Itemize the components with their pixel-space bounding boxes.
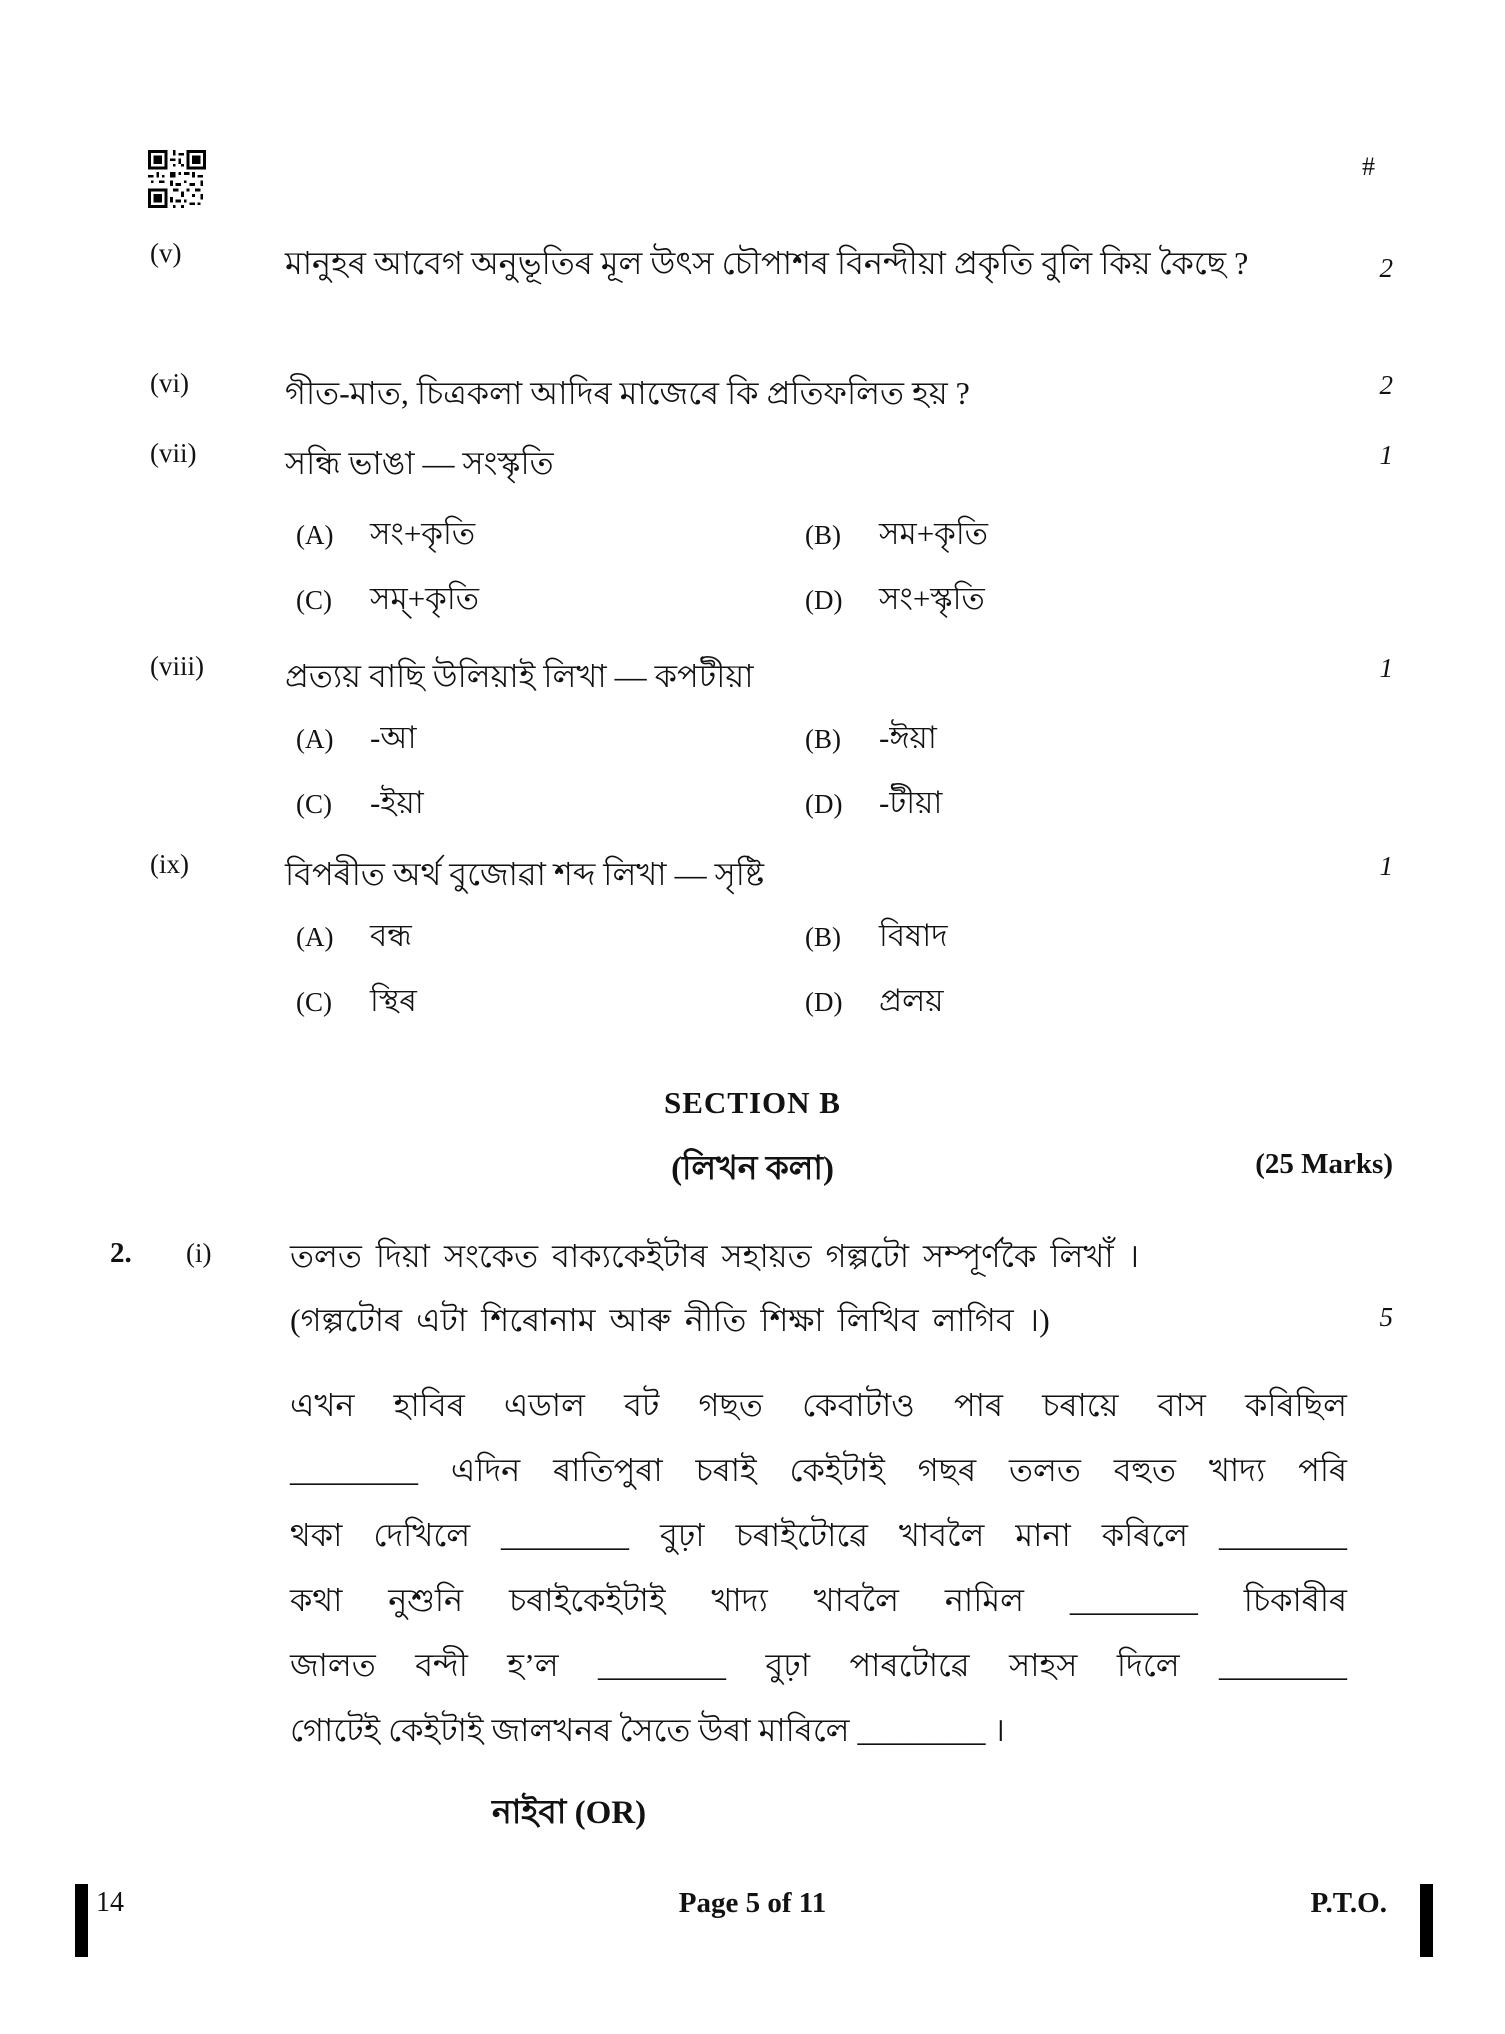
- option-c-text: স্থিৰ: [370, 983, 417, 1018]
- option-a-text: -আ: [370, 720, 417, 755]
- section-b-subtitle: (লিখন কলা): [671, 1151, 834, 1187]
- footer-page-number: Page 5 of 11: [678, 1887, 827, 1919]
- question-v-marks: 2: [1379, 253, 1393, 283]
- question-viii: [0, 645, 1505, 707]
- question-2-sub-label: (i): [186, 1238, 212, 1268]
- question-vi-label: (vi): [150, 368, 189, 398]
- question-vii-label: (vii): [150, 438, 197, 468]
- question-viii-options-row-1: [296, 714, 937, 766]
- question-2-instruction-1: তলত দিয়া সংকেত বাক্যকেইটাৰ সহায়ত গল্পটো সম্পূৰ্ণকৈ লিখাঁ ।: [290, 1238, 1140, 1274]
- story-line: গোটেই কেইটাই জালখনৰ সৈতে উৰা মাৰিলে ________ ।: [290, 1712, 1005, 1748]
- section-b-title: SECTION B: [664, 1085, 841, 1120]
- question-ix: [0, 843, 1505, 905]
- question-vii: [0, 432, 1505, 494]
- option-b-text: -ঈয়া: [879, 720, 937, 755]
- question-vii-options-row-2: [296, 575, 985, 627]
- question-2-instruction-2: (গল্পটোৰ এটা শিৰোনাম আৰু নীতি শিক্ষা লিখিব লাগিব ।): [290, 1302, 1050, 1338]
- story-line: ________ এদিন ৰাতিপুৰা চৰাই কেইটাই গছৰ তলত বহুত খাদ্য পৰি: [290, 1452, 1347, 1488]
- option-d-text: প্ৰলয়: [879, 983, 944, 1018]
- option-d-text: -টীয়া: [879, 785, 943, 820]
- question-vi: [0, 362, 1505, 424]
- footer-right-bar: [1420, 1884, 1433, 1957]
- question-vi-text: গীত-মাত, চিত্ৰকলা আদিৰ মাজেৰে কি প্ৰতিফলিত হয় ?: [285, 375, 970, 411]
- section-b-total-marks: (25 Marks): [1255, 1148, 1393, 1180]
- option-b-label: (B): [805, 724, 841, 754]
- question-ix-options-row-2: [296, 977, 944, 1029]
- qr-code-icon: [148, 150, 206, 208]
- option-c-text: সম্+কৃতি: [370, 581, 479, 616]
- story-line: কথা নুশুনি চৰাইকেইটাই খাদ্য খাবলৈ নামিল ________ চিকাৰীৰ: [290, 1582, 1347, 1618]
- hash-mark: #: [1362, 152, 1375, 181]
- option-c-label: (C): [296, 585, 332, 615]
- question-viii-options-row-2: [296, 779, 942, 831]
- question-vii-text: সন্ধি ভাঙা — সংস্কৃতি: [285, 445, 554, 481]
- option-d-label: (D): [805, 789, 843, 819]
- question-v-text: মানুহৰ আবেগ অনুভূতিৰ মূল উৎস চৌপাশৰ বিনন্দীয়া প্ৰকৃতি বুলি কিয় কৈছে ?: [285, 245, 1249, 281]
- option-a: [296, 912, 805, 964]
- option-d: [805, 779, 942, 831]
- option-c: [296, 779, 805, 831]
- option-d-text: সং+স্কৃতি: [879, 581, 985, 616]
- question-ix-text: বিপৰীত অৰ্থ বুজোৱা শব্দ লিখা — সৃষ্টি: [285, 856, 765, 892]
- option-a-label: (A): [296, 724, 334, 754]
- footer-pto-label: P.T.O.: [1310, 1887, 1387, 1919]
- question-vii-marks: 1: [1379, 440, 1393, 470]
- option-a-text: বন্ধ: [370, 918, 412, 953]
- option-b-label: (B): [805, 520, 841, 550]
- option-c: [296, 575, 805, 627]
- story-line: এখন হাবিৰ এডাল বট গছত কেবাটাও পাৰ চৰায়ে বাস কৰিছিল: [290, 1387, 1347, 1423]
- or-separator-label: নাইবা (OR): [492, 1795, 647, 1831]
- question-2-line-1: [0, 1232, 1505, 1280]
- question-v: [0, 232, 1505, 294]
- question-2-number: 2.: [110, 1237, 132, 1269]
- option-c-label: (C): [296, 789, 332, 819]
- option-b: [805, 510, 988, 562]
- option-b: [805, 912, 948, 964]
- option-c: [296, 977, 805, 1029]
- option-a-text: সং+কৃতি: [370, 516, 476, 551]
- option-d: [805, 977, 944, 1029]
- option-a-label: (A): [296, 520, 334, 550]
- option-a: [296, 714, 805, 766]
- question-vi-marks: 2: [1379, 370, 1393, 400]
- story-line: থকা দেখিলে ________ বুঢ়া চৰাইটোৱে খাবলৈ মানা কৰিলে ________: [290, 1517, 1347, 1553]
- option-a: [296, 510, 805, 562]
- question-viii-text: প্ৰত্যয় বাছি উলিয়াই লিখা — কপটীয়া: [285, 658, 754, 694]
- option-d: [805, 575, 985, 627]
- question-v-label: (v): [150, 238, 182, 268]
- option-d-label: (D): [805, 987, 843, 1017]
- question-vii-options-row-1: [296, 510, 988, 562]
- question-ix-options-row-1: [296, 912, 948, 964]
- option-d-label: (D): [805, 585, 843, 615]
- question-viii-marks: 1: [1379, 653, 1393, 683]
- option-b-text: বিষাদ: [879, 918, 948, 953]
- option-b-label: (B): [805, 922, 841, 952]
- question-viii-label: (viii): [150, 651, 204, 681]
- question-2-marks: 5: [1379, 1302, 1393, 1332]
- footer-paper-code: 14: [96, 1887, 124, 1918]
- option-b: [805, 714, 937, 766]
- option-b-text: সম+কৃতি: [879, 516, 988, 551]
- option-a-label: (A): [296, 922, 334, 952]
- option-c-label: (C): [296, 987, 332, 1017]
- question-ix-marks: 1: [1379, 851, 1393, 881]
- story-line: জালত বন্দী হ’ল ________ বুঢ়া পাৰটোৱে সাহস দিলে ________: [290, 1647, 1347, 1683]
- question-2-line-2: [0, 1296, 1505, 1344]
- option-c-text: -ইয়া: [370, 785, 424, 820]
- question-ix-label: (ix): [150, 849, 189, 879]
